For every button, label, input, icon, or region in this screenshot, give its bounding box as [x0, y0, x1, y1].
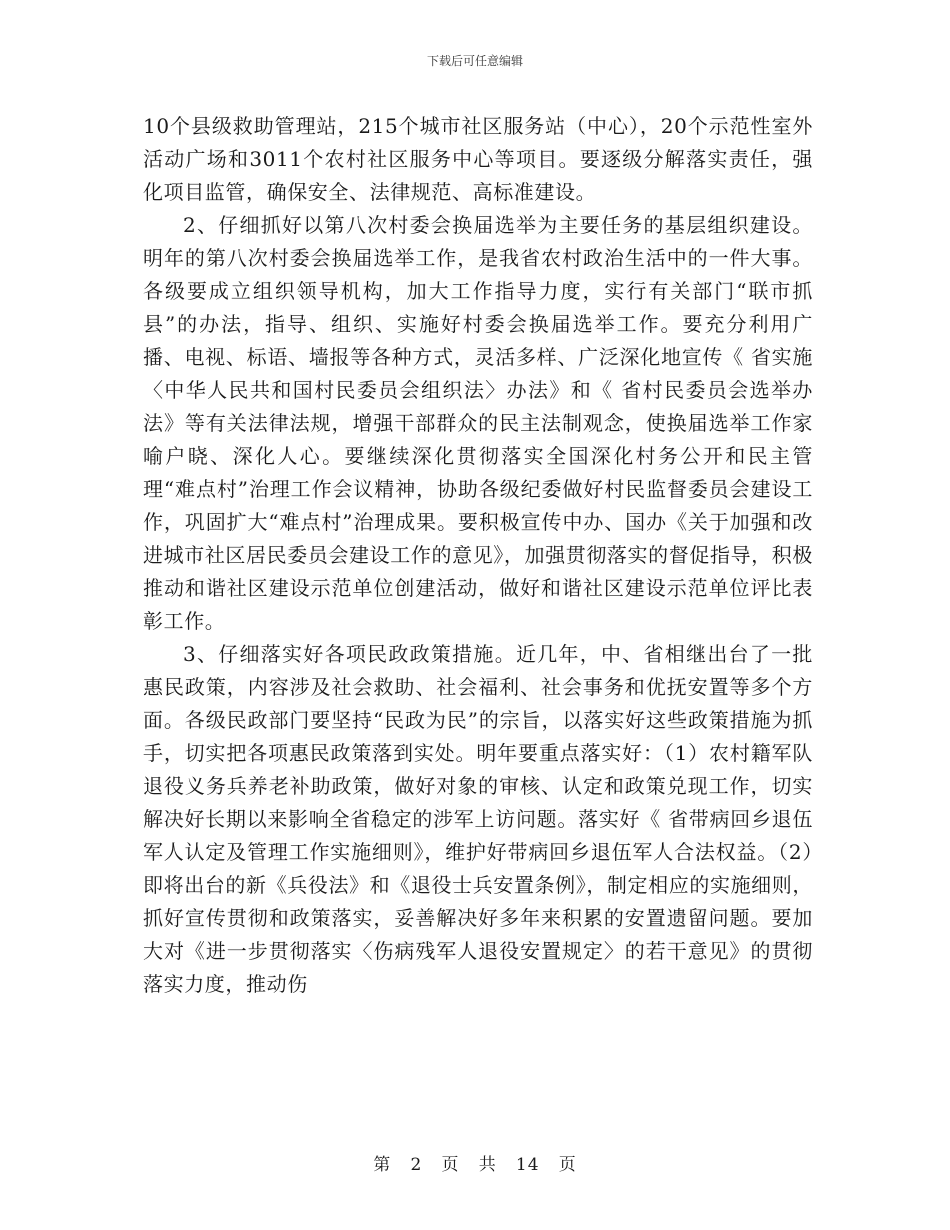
footer-total-word: 共 [478, 1155, 497, 1175]
paragraph-continuation: 10个县级救助管理站，215个城市社区服务站（中心），20个示范性室外活动广场和3011个农村社区服务中心等项目。要逐级分解落实责任，强化项目监管，确保安全、法律规范、高标准建设。 [143, 114, 813, 204]
paragraph-organization-building: 2、仔细抓好以第八次村委会换届选举为主要任务的基层组织建设。明年的第八次村委会换届选举工作，是我省农村政治生活中的一件大事。各级要成立组织领导机构，加大工作指导力度，实行有关部门“联市抓县”的办法，指导、组织、实施好村委会换届选举工作。要充分利用广播、电视、标语、墙报等各种方式，灵活多样、广泛深化地宣传《 省实施〈中华人民共和国村民委员会组织法〉办法》和《 省村民委员会选举办法》等有关法律法规，增强干部群众的民主法制观念，使换届选举工作家喻户晓、深化人心。要继续深化贯彻落实全国深化村务公开和民主管理“难点村”治理工作会议精神，协助各级纪委做好村民监督委员会建设工作，巩固扩大“难点村”治理成果。要积极宣传中办、国办《关于加强和改进城市社区居民委员会建设工作的意见》，加强贯彻落实的督促指导，积极推动和谐社区建设示范单位创建活动，做好和谐社区建设示范单位评比表彰工作。 [143, 213, 813, 633]
page-footer [0, 1150, 950, 1175]
page-header: 下载后可任意编辑 [426, 54, 523, 68]
paragraph-policy-measures: 3、仔细落实好各项民政政策措施。近几年，中、省相继出台了一批惠民政策，内容涉及社会救助、社会福利、社会事务和优抚安置等多个方面。各级民政部门要坚持“民政为民”的宗旨，以落实好这些政策措施为抓手，切实把各项惠民政策落到实处。明年要重点落实好：（1）农村籍军队退役义务兵养老补助政策，做好对象的审核、认定和政策兑现工作，切实解决好长期以来影响全省稳定的涉军上访问题。落实好《 省带病回乡退伍军人认定及管理工作实施细则》，维护好带病回乡退伍军人合法权益。（2）即将出台的新《兵役法》和《退役士兵安置条例》，制定相应的实施细则，抓好宣传贯彻和政策落实，妥善解决好多年来积累的安置遗留问题。要加大对《进一步贯彻落实〈伤病残军人退役安置规定〉的若干意见》的贯彻落实力度，推动伤 [143, 642, 813, 996]
footer-current-page: 2 [410, 1155, 423, 1175]
footer-prefix: 第 [373, 1155, 392, 1175]
footer-page-word: 页 [441, 1155, 460, 1175]
footer-suffix: 页 [558, 1155, 577, 1175]
footer-total-pages: 14 [515, 1155, 540, 1175]
document-body [143, 110, 813, 1001]
